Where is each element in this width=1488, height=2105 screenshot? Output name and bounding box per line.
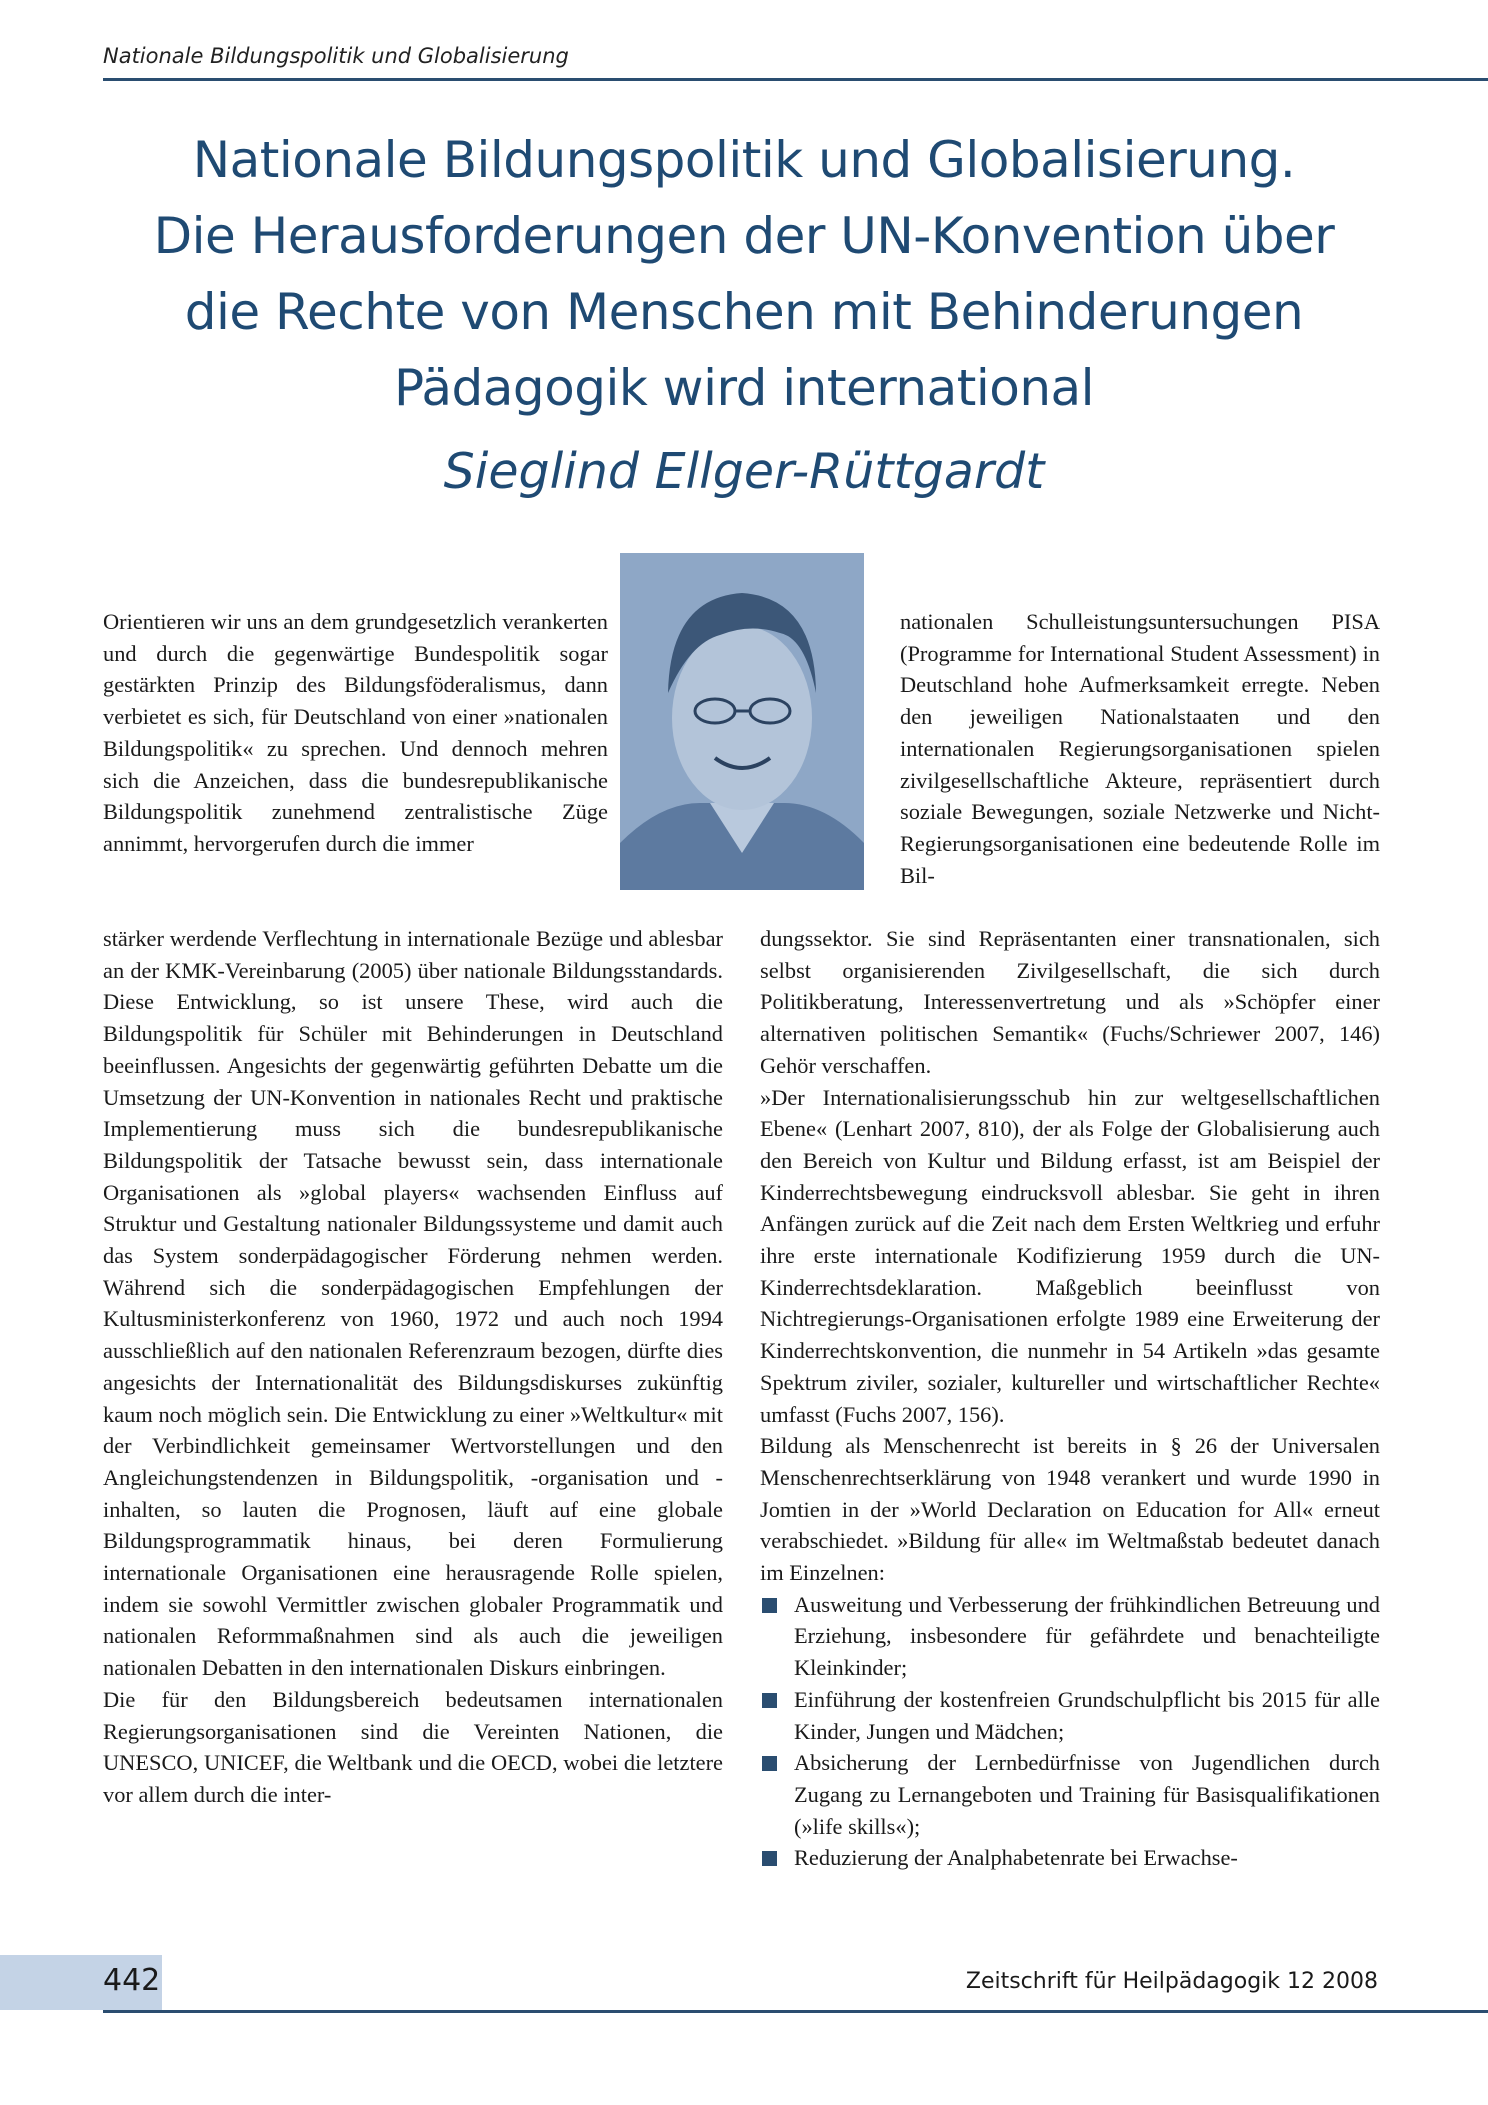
square-bullet-icon — [762, 1693, 777, 1708]
square-bullet-icon — [762, 1851, 777, 1866]
paragraph: Orientieren wir uns an dem grundgesetzlich verankerten und durch die gegenwärtige Bundespolitik sogar gestärkten Prinzip des Bildungsföderalismus, dann verbietet es sich, für Deutschland von einer »nationalen Bildungspolitik« zu sprechen. Und dennoch mehren sich die Anzeichen, dass die bundesrepublikanische Bildungspolitik zunehmend zentralistische Züge annimmt, hervorgerufen durch die immer — [103, 609, 608, 856]
list-item-text: Ausweitung und Verbesserung der frühkindlichen Betreuung und Erziehung, insbesondere für gefährdete und benachteiligte Kleinkinder; — [794, 1591, 1380, 1681]
list-item — [760, 1747, 1380, 1842]
article-title — [60, 122, 1428, 426]
title-line: Pädagogik wird international — [393, 359, 1095, 417]
paragraph: stärker werdende Verflechtung in internationale Bezüge und ablesbar an der KMK-Vereinbarung (2005) über nationale Bildungsstandards. Diese Entwicklung, so ist unsere These, wird auch die Bildungspolitik für Schüler mit Behinderungen in Deutschland beeinflussen. Angesichts der gegenwärtig geführten Debatte um die Umsetzung der UN-Konvention in nationales Recht und praktische Implementierung muss sich die bundesrepublikanische Bildungspolitik der Tatsache bewusst sein, dass internationale Organisationen als »global players« wachsenden Einfluss auf Struktur und Gestaltung nationaler Bildungssysteme und damit auch das System sonderpädagogischer Förderung nehmen werden. Während sich die sonderpädagogischen Empfehlungen der Kultusministerkonferenz von 1960, 1972 und auch noch 1994 ausschließlich auf den nationalen Referenzraum bezogen, dürfte dies angesichts der Internationalität des Bildungsdiskurses zukünftig kaum noch möglich sein. Die Entwicklung zu einer »Weltkultur« mit der Verbindlichkeit gemeinsamer Wertvorstellungen und den Angleichungstendenzen in Bildungspolitik, -organisation und -inhalten, so lauten die Prognosen, läuft auf eine globale Bildungsprogrammatik hinaus, bei deren Formulierung internationale Organisationen eine herausragende Rolle spielen, indem sie sowohl Vermittler zwischen globaler Programmatik und nationalen Reformmaßnahmen sind als auch die jeweiligen nationalen Debatten in den internationalen Diskurs einbringen. — [103, 926, 723, 1681]
list-item — [760, 1589, 1380, 1684]
list-item — [760, 1684, 1380, 1747]
header-rule — [103, 78, 1488, 81]
right-column-top — [900, 606, 1380, 891]
paragraph: »Der Internationalisierungsschub hin zur weltgesellschaftlichen Ebene« (Lenhart 2007, 810), der als Folge der Globalisierung auch den Bereich von Kultur und Bildung erfasst, ist am Beispiel der Kinderrechtsbewegung eindrucksvoll ablesbar. Sie geht in ihren Anfängen zurück auf die Zeit nach dem Ersten Weltkrieg und erfuhr ihre erste internationale Kodifizierung 1959 durch die UN-Kinderrechtsdeklaration. Maßgeblich beeinflusst von Nichtregierungs-Organisationen erfolgte 1989 eine Erweiterung der Kinderrechtskonvention, die nunmehr in 54 Artikeln »das gesamte Spektrum ziviler, sozialer, kultureller und wirtschaftlicher Rechte« umfasst (Fuchs 2007, 156). — [760, 1084, 1380, 1427]
paragraph: nationalen Schulleistungsuntersuchungen PISA (Programme for International Student Assessment) in Deutschland hohe Aufmerksamkeit erregte. Neben den jeweiligen Nationalstaaten und den internationalen Regierungsorganisationen spielen zivilgesellschaftliche Akteure, repräsentiert durch soziale Bewegungen, soziale Netzwerke und Nicht-Regierungsorganisationen eine bedeutende Rolle im Bil- — [900, 609, 1380, 888]
list-item-text: Absicherung der Lernbedürfnisse von Jugendlichen durch Zugang zu Lernangeboten und Training für Basisqualifikationen (»life skills«); — [794, 1750, 1380, 1839]
left-column-top — [103, 606, 608, 860]
list-item-text: Einführung der kostenfreien Grundschulpflicht bis 2015 für alle Kinder, Jungen und Mädchen; — [794, 1686, 1380, 1744]
author-name: Sieglind Ellger-Rüttgardt — [443, 443, 1045, 500]
title-line: Nationale Bildungspolitik und Globalisierung. — [192, 131, 1296, 189]
title-line: Die Herausforderungen der UN-Konvention über — [153, 207, 1335, 265]
journal-name: Zeitschrift für Heilpädagogik 12 2008 — [965, 1969, 1378, 1994]
bullet-list — [760, 1589, 1380, 1874]
footer-rule — [103, 2010, 1488, 2013]
paragraph: Bildung als Menschenrecht ist bereits in § 26 der Universalen Menschenrechtserklärung von 1948 verankert und wurde 1990 in Jomtien in der »World Declaration on Education for All« erneut verabschiedet. »Bildung für alle« im Weltmaßstab bedeutet danach im Einzelnen: — [760, 1433, 1380, 1586]
page-number: 442 — [103, 1963, 161, 1998]
title-line: die Rechte von Menschen mit Behinderungen — [184, 283, 1304, 341]
running-head: Nationale Bildungspolitik und Globalisierung — [103, 44, 569, 68]
author-photo — [620, 553, 864, 890]
right-column — [760, 923, 1380, 1874]
list-item-text: Reduzierung der Analphabetenrate bei Erwachse- — [794, 1845, 1238, 1871]
square-bullet-icon — [762, 1598, 777, 1613]
square-bullet-icon — [762, 1756, 777, 1771]
left-column — [103, 923, 723, 1811]
paragraph: Die für den Bildungsbereich bedeutsamen internationalen Regierungsorganisationen sind die Vereinten Nationen, die UNESCO, UNICEF, die Weltbank und die OECD, wobei die letztere vor allem durch die inter- — [103, 1686, 723, 1807]
paragraph: dungssektor. Sie sind Repräsentanten einer transnationalen, sich selbst organisierenden Zivilgesellschaft, die sich durch Politikberatung, Interessenvertretung und als »Schöpfer einer alternativen politischen Semantik« (Fuchs/Schriewer 2007, 146) Gehör verschaffen. — [760, 926, 1380, 1078]
list-item — [760, 1842, 1380, 1874]
